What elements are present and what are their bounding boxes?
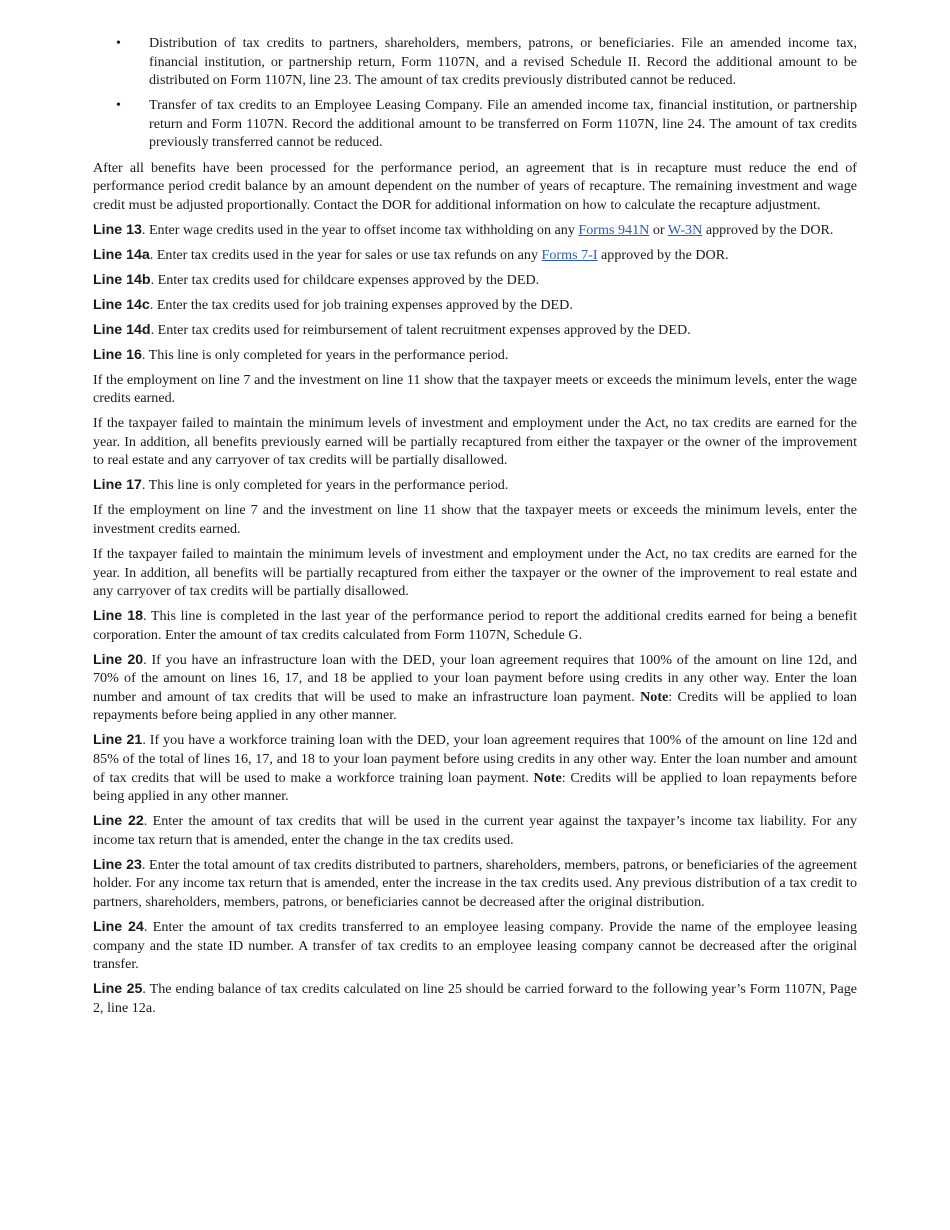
line-20-note-label: Note <box>640 688 669 705</box>
line-16-failed-paragraph: If the taxpayer failed to maintain the minimum levels of investment and employment under the Act, no tax credits are earned for the year. In addition, all benefits previously earned will be partially recaptured from either the taxpayer or the owner of the improvement to real estate and any carryover of tax credits will be partially disallowed. <box>93 415 857 469</box>
bullet-item-transfer <box>93 96 857 152</box>
line-14a-label: Line 14a <box>93 246 150 263</box>
line-17-text: . This line is only completed for years in the performance period. <box>141 477 509 494</box>
line-22-paragraph <box>93 812 857 849</box>
line-20-label: Line 20 <box>93 651 144 668</box>
line-14d-text: . Enter tax credits used for reimbursement of talent recruitment expenses approved by the DED. <box>150 321 691 338</box>
line-25-label: Line 25 <box>93 981 143 998</box>
bullet-text: Distribution of tax credits to partners, shareholders, members, patrons, or beneficiaries. File an amended income tax, financial institution, or partnership return, Form 1107N, and a revised Schedule II. Record the additional amount to be distributed on Form 1107N, line 23. The amount of tax credits previously distributed cannot be reduced. <box>149 35 857 89</box>
line-22-text: . Enter the amount of tax credits that will be used in the current year against the taxpayer’s income tax liability. For any income tax return that is amended, enter the change in the tax credits used. <box>93 813 857 848</box>
line-18-paragraph <box>93 607 857 644</box>
line-14d-label: Line 14d <box>93 321 151 338</box>
line-21-paragraph <box>93 731 857 805</box>
line-17-paragraph <box>93 476 857 495</box>
line-24-label: Line 24 <box>93 918 144 935</box>
line-23-text: . Enter the total amount of tax credits distributed to partners, shareholders, members, patrons, or beneficiaries of the agreement holder. For any income tax return that is amended, enter the increase in the tax credits used. Any previous distribution of a tax credit to partners, shareholders, members, patrons, or beneficiaries cannot be decreased after the original distribution. <box>93 856 857 910</box>
instructions-page <box>93 34 857 1024</box>
line-17-meets-paragraph: If the employment on line 7 and the investment on line 11 show that the taxpayer meets or exceeds the minimum levels, enter the investment credits earned. <box>93 502 857 537</box>
line-14a-paragraph <box>93 246 857 265</box>
line-24-text: . Enter the amount of tax credits transferred to an employee leasing company. Provide the name of the employee leasing company and the state ID number. A transfer of tax credits to an employee leasing company cannot be decreased after the original transfer. <box>93 918 858 973</box>
line-14d-paragraph <box>93 321 857 340</box>
line-14b-paragraph <box>93 271 857 290</box>
line-25-text: . The ending balance of tax credits calculated on line 25 should be carried forward to the following year’s Form 1107N, Page 2, line 12a. <box>93 981 858 1016</box>
line-16-label: Line 16 <box>93 346 142 363</box>
line-21-text: . If you have a workforce training loan with the DED, your loan agreement requires that 100% of the amount on line 12d and 85% of the total of lines 16, 17, and 18 to your loan payment before using credits in any other way. Enter the loan number and amount of tax credits that will be used to make a workforce training loan payment. <box>93 732 858 786</box>
line-13-label: Line 13 <box>93 221 142 238</box>
bullet-dot-icon: • <box>116 97 121 114</box>
line-13-text-c: approved by the DOR. <box>702 221 834 238</box>
line-20-paragraph <box>93 651 857 725</box>
line-25-paragraph <box>93 980 857 1017</box>
line-22-label: Line 22 <box>93 813 144 830</box>
line-14c-text: . Enter the tax credits used for job training expenses approved by the DED. <box>149 296 573 313</box>
forms-7-i-link[interactable]: Forms 7-I <box>541 246 598 263</box>
line-21-note-label: Note <box>533 769 562 786</box>
bullet-item-distribution <box>93 34 857 90</box>
line-20-note-text: : Credits will be applied to loan repayments before being applied in any other manner. <box>93 688 857 724</box>
line-21-note-text: : Credits will be applied to loan repayments before being applied in any other manner. <box>93 769 857 805</box>
forms-941n-link[interactable]: Forms 941N <box>578 221 650 238</box>
line-13-paragraph <box>93 221 857 240</box>
w-3n-link[interactable]: W-3N <box>667 221 703 238</box>
bullet-text: Transfer of tax credits to an Employee Leasing Company. File an amended income tax, financial institution, or partnership return and Form 1107N. Record the additional amount to be transferred on Form 1107N, line 24. The amount of tax credits previously transferred cannot be reduced. <box>149 97 857 151</box>
line-14b-label: Line 14b <box>93 271 151 288</box>
line-21-label: Line 21 <box>93 732 143 749</box>
line-14a-text-a: . Enter tax credits used in the year for sales or use tax refunds on any <box>149 246 542 263</box>
line-13-text-b: or <box>649 221 668 238</box>
line-17-failed-paragraph: If the taxpayer failed to maintain the minimum levels of investment and employment under the Act, no tax credits are earned for the year. In addition, all benefits will be partially recaptured from either the taxpayer or the owner of the improvement to real estate and any carryover of tax credits will be partially disallowed. <box>93 545 857 600</box>
line-20-text: . If you have an infrastructure loan with the DED, your loan agreement requires that 100% of the amount on line 12d, and 70% of the amount on lines 16, 17, and 18 be applied to your loan payment before using credits in any other way. Enter the loan number and amount of tax credits that will be used to make an infrastructure loan payment. <box>93 651 857 705</box>
recapture-paragraph: After all benefits have been processed for the performance period, an agreement that is in recapture must reduce the end of performance period credit balance by an amount dependent on the number of years of recapture. The remaining investment and wage credit must be adjusted proportionally. Contact the DOR for additional information on how to calculate the recapture adjustment. <box>93 159 857 213</box>
line-18-label: Line 18 <box>93 608 143 625</box>
bullet-dot-icon: • <box>116 35 121 51</box>
line-18-text: . This line is completed in the last year of the performance period to report the additional credits earned for being a benefit corporation. Enter the amount of tax credits calculated from Form 1107N, Schedule G. <box>93 608 857 643</box>
bullet-list <box>93 34 857 152</box>
line-23-paragraph <box>93 856 857 912</box>
line-24-paragraph <box>93 918 857 974</box>
line-16-meets-paragraph: If the employment on line 7 and the investment on line 11 show that the taxpayer meets or exceeds the minimum levels, enter the wage credits earned. <box>93 371 857 407</box>
line-16-paragraph <box>93 346 857 365</box>
line-16-text: . This line is only completed for years in the performance period. <box>141 346 509 363</box>
line-14c-paragraph <box>93 296 857 315</box>
line-14c-label: Line 14c <box>93 296 150 313</box>
line-17-label: Line 17 <box>93 477 142 494</box>
line-23-label: Line 23 <box>93 856 142 873</box>
line-14a-text-b: approved by the DOR. <box>597 246 729 263</box>
line-14b-text: . Enter tax credits used for childcare expenses approved by the DED. <box>150 271 540 288</box>
line-13-text-a: . Enter wage credits used in the year to offset income tax withholding on any <box>141 221 579 238</box>
